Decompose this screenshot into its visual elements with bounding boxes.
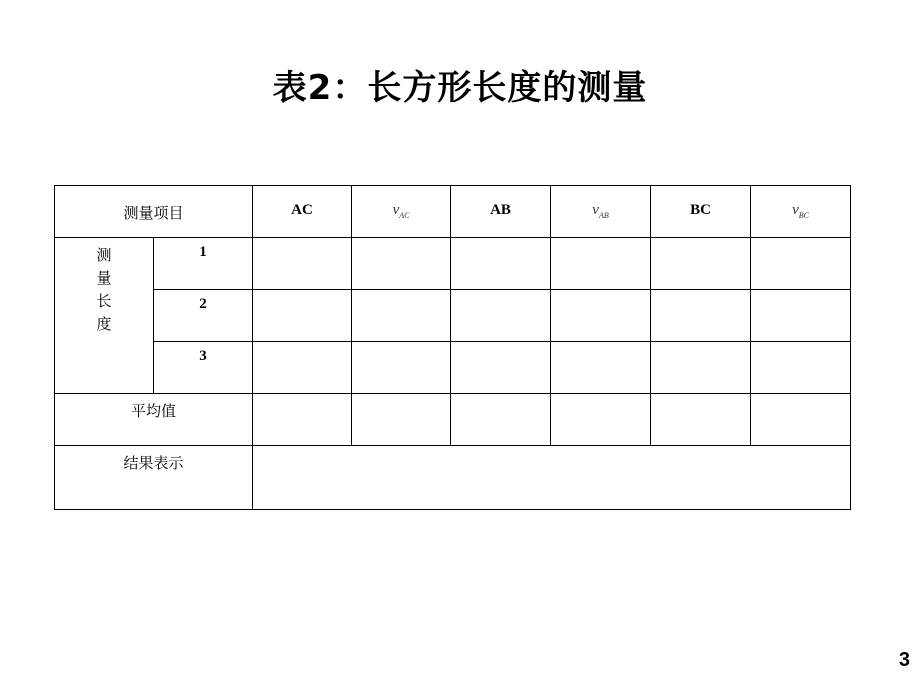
average-row xyxy=(55,394,851,446)
cell-1-v-ac[interactable] xyxy=(352,238,451,290)
group-label-char: 测 xyxy=(96,246,112,264)
cell-avg-v-ab[interactable] xyxy=(551,394,651,446)
cell-3-v-ac[interactable] xyxy=(352,342,451,394)
header-v-ac: $v_{AC}$ xyxy=(352,186,451,238)
cell-1-ab[interactable] xyxy=(451,238,551,290)
cell-3-v-ab[interactable] xyxy=(551,342,651,394)
row-number: 2 xyxy=(154,290,253,342)
group-label-measured-length xyxy=(55,238,154,394)
slide-title: 表2：长方形长度的测量 xyxy=(272,68,648,108)
result-cell[interactable] xyxy=(253,446,851,510)
header-v-bc: $v_{BC}$ xyxy=(751,186,851,238)
cell-2-v-bc[interactable] xyxy=(751,290,851,342)
page-number: 3 xyxy=(898,649,910,671)
table-row xyxy=(55,342,851,394)
result-label: 结果表示 xyxy=(55,446,253,510)
header-ac: AC xyxy=(253,186,352,238)
header-row xyxy=(55,186,851,238)
cell-2-ab[interactable] xyxy=(451,290,551,342)
cell-avg-ab[interactable] xyxy=(451,394,551,446)
average-label: 平均值 xyxy=(55,394,253,446)
cell-3-ab[interactable] xyxy=(451,342,551,394)
cell-3-bc[interactable] xyxy=(651,342,751,394)
cell-avg-ac[interactable] xyxy=(253,394,352,446)
cell-2-ac[interactable] xyxy=(253,290,352,342)
cell-2-bc[interactable] xyxy=(651,290,751,342)
cell-2-v-ac[interactable] xyxy=(352,290,451,342)
result-row xyxy=(55,446,851,510)
table-row xyxy=(55,290,851,342)
cell-avg-bc[interactable] xyxy=(651,394,751,446)
group-label-char: 长 xyxy=(96,292,112,310)
cell-1-ac[interactable] xyxy=(253,238,352,290)
cell-1-v-bc[interactable] xyxy=(751,238,851,290)
group-label-char: 度 xyxy=(96,315,112,333)
cell-avg-v-ac[interactable] xyxy=(352,394,451,446)
group-label-char: 量 xyxy=(96,269,112,287)
cell-avg-v-bc[interactable] xyxy=(751,394,851,446)
header-item-label: 测量项目 xyxy=(55,186,253,238)
cell-3-ac[interactable] xyxy=(253,342,352,394)
row-number: 1 xyxy=(154,238,253,290)
header-bc: BC xyxy=(651,186,751,238)
cell-1-bc[interactable] xyxy=(651,238,751,290)
table-row xyxy=(55,238,851,290)
measurement-table xyxy=(54,185,851,510)
cell-1-v-ab[interactable] xyxy=(551,238,651,290)
header-v-ab: $v_{AB}$ xyxy=(551,186,651,238)
cell-3-v-bc[interactable] xyxy=(751,342,851,394)
header-ab: AB xyxy=(451,186,551,238)
cell-2-v-ab[interactable] xyxy=(551,290,651,342)
row-number: 3 xyxy=(154,342,253,394)
